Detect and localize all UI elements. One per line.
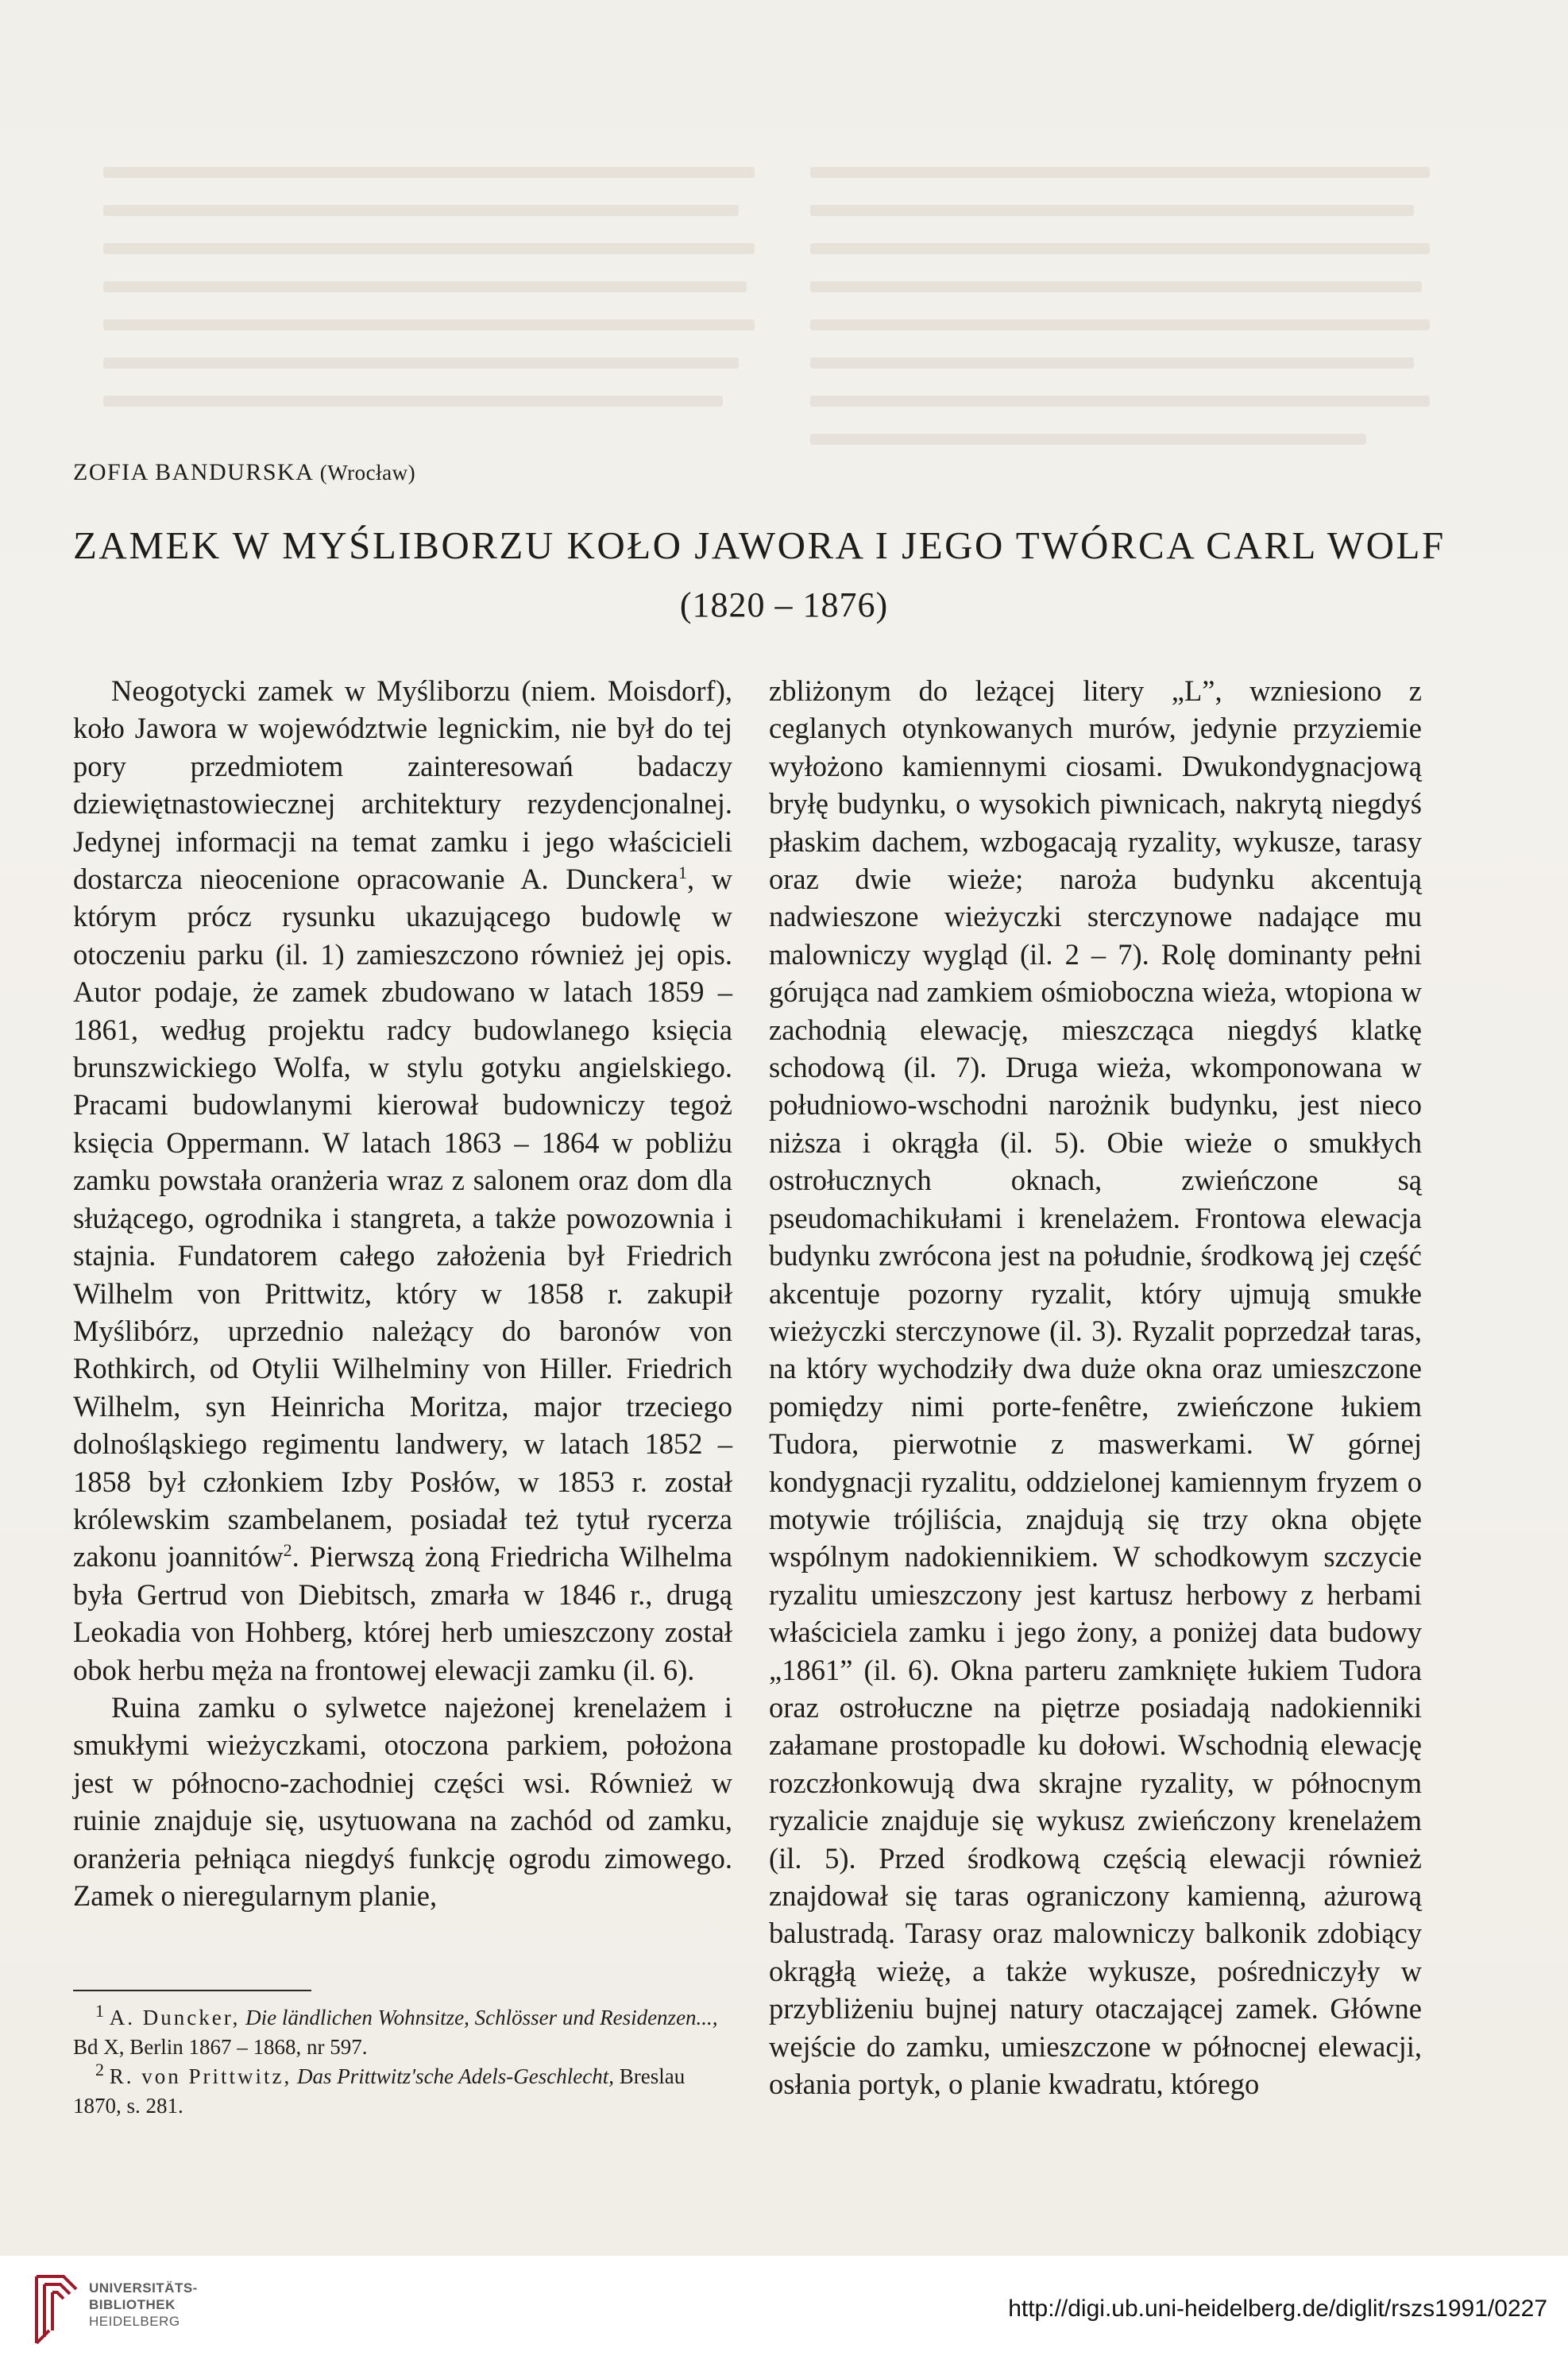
library-footer-bar [0, 2256, 1568, 2367]
footnotes [73, 2003, 732, 2121]
left-text-column [73, 672, 732, 1914]
author-affiliation: (Wrocław) [319, 461, 416, 485]
footnote-divider [73, 1990, 311, 1991]
paragraph-continued: zbliżonym do leżącej litery „L”, wzniesiono z ceglanych otynkowanych murów, jedynie przyziemie wyłożono kamiennymi ciosami. Dwukondygnacjową bryłę budynku, o wysokich piwnicach, nakrytą niegdyś płaskim dachem, wzbogacają ryzality, wykusze, tarasy oraz dwie wieże; naroża budynku akcentują nadwieszone wieżyczki sterczynowe nadające mu malowniczy wygląd (il. 2 – 7). Rolę dominanty pełni górująca nad zamkiem ośmioboczna wieża, wtopiona w zachodnią elewację, mieszcząca niegdyś klatkę schodową (il. 7). Druga wieża, wkomponowana w południowo-wschodni narożnik budynku, jest nieco niższa i okrągła (il. 5). Obie wieże o smukłych ostrołucznych oknach, zwieńczone są pseudomachikułami i krenelażem. Frontowa elewacja budynku zwrócona jest na południe, środkową jej część akcentuje pozorny ryzalit, który ujmują smukłe wieżyczki sterczynowe (il. 3). Ryzalit poprzedzał taras, na który wychodziły dwa duże okna oraz umieszczone pomiędzy nimi porte-fenêtre, zwieńczone łukiem Tudora, pierwotnie z maswerkami. W górnej kondygnacji ryzalitu, oddzielonej kamiennym fryzem o motywie trójliścia, znajdują się trzy okna objęte wspólnym nadokiennikiem. W schodkowym szczycie ryzalitu umieszczony jest kartusz herbowy z herbami właściciela zamku i jego żony, a poniżej data budowy „1861” (il. 6). Okna parteru zamknięte łukiem Tudora oraz ostrołuczne na piętrze posiadają nadokienniki załamane prostopadle ku dołowi. Wschodnią elewację rozczłonkowują dwa skrajne ryzality, w północnym ryzalicie znajduje się wykusz zwieńczony krenelażem (il. 5). Przed środkową częścią elewacji również znajdował się taras ograniczony kamienną, ażurową balustradą. Tarasy oraz malowniczy balkonik zdobiący okrągłą wieżę, a także wykusze, pośredniczyły w przybliżeniu bujnej natury otaczającej zamek. Główne wejście do zamku, umieszczone w północnej elewacji, osłania portyk, o planie kwadratu, którego [769, 674, 1422, 2101]
footnote-ref-2: 2 [283, 1540, 292, 1561]
paragraph-intro: Neogotycki zamek w Myśliborzu (niem. Moisdorf), koło Jawora w województwie legnickim, nie był do tej pory przedmiotem zainteresowań badaczy dziewiętnastowiecznej architektury rezydencjonalnej. Jedynej informacji na temat zamku i jego właścicieli dostarcza nieocenione opracowanie A. Dunckera$^1$, w którym prócz rysunku ukazującego budowlę w otoczeniu parku (il. 1) zamieszczono również jej opis. Autor podaje, że zamek zbudowano w latach 1859 – 1861, według projektu radcy budowlanego księcia brunszwickiego Wolfa, w stylu gotyku angielskiego. Pracami budowlanymi kierował budowniczy tegoż księcia Oppermann. W latach 1863 – 1864 w pobliżu zamku powstała oranżeria wraz z salonem oraz dom dla służącego, ogrodnika i stangreta, a także powozownia i stajnia. Fundatorem całego założenia był Friedrich Wilhelm von Prittwitz, który w 1858 r. zakupił Myślibórz, uprzednio należący do baronów von Rothkirch, od Otylii Wilhelminy von Hiller. Friedrich Wilhelm, syn Heinricha Moritza, major trzeciego dolnośląskiego regimentu landwery, w latach 1852 – 1858 był członkiem Izby Posłów, w 1853 r. został królewskim szambelanem, posiadał też tytuł rycerza zakonu joannitów$^2$. Pierwszą żoną Friedricha Wilhelma była Gertrud von Diebitsch, zmarła w 1846 r., drugą Leokadia von Hohberg, której herb umieszczony został obok herbu męża na frontowej elewacji zamku (il. 6). [73, 674, 732, 1686]
footnote-2: $^2$ R. von Prittwitz, Das Prittwitz'sche Adels-Geschlecht, Breslau 1870, s. 281. [73, 2060, 686, 2118]
article-subtitle: (1820 – 1876) [679, 585, 889, 624]
ub-heidelberg-logo-icon [32, 2270, 81, 2350]
right-text-column [769, 672, 1422, 2102]
library-logo-text: UNIVERSITÄTS- BIBLIOTHEK HEIDELBERG [89, 2280, 198, 2329]
footnote-ref-1: 1 [678, 862, 687, 882]
source-url-link[interactable]: http://digi.ub.uni-heidelberg.de/diglit/rszs1991/0227 [1008, 2296, 1547, 2322]
article-title: ZAMEK W MYŚLIBORZU KOŁO JAWORA I JEGO TWÓRCA CARL WOLF [73, 523, 1446, 567]
footnote-1: $^1$ A. Duncker, Die ländlichen Wohnsitze, Schlösser und Residenzen..., Bd X, Berlin 1867 – 1868, nr 597. [73, 2001, 718, 2059]
paragraph-ruin: Ruina zamku o sylwetce najeżonej krenelażem i smukłymi wieżyczkami, otoczona parkiem, położona jest w północno-zachodniej części wsi. Również w ruinie znajduje się, usytuowana na zachód od zamku, oranżeria pełniąca niegdyś funkcję ogrodu zimowego. Zamek o nieregularnym planie, [73, 1690, 732, 1912]
article-author [73, 459, 415, 486]
author-name: ZOFIA BANDURSKA [73, 459, 313, 485]
